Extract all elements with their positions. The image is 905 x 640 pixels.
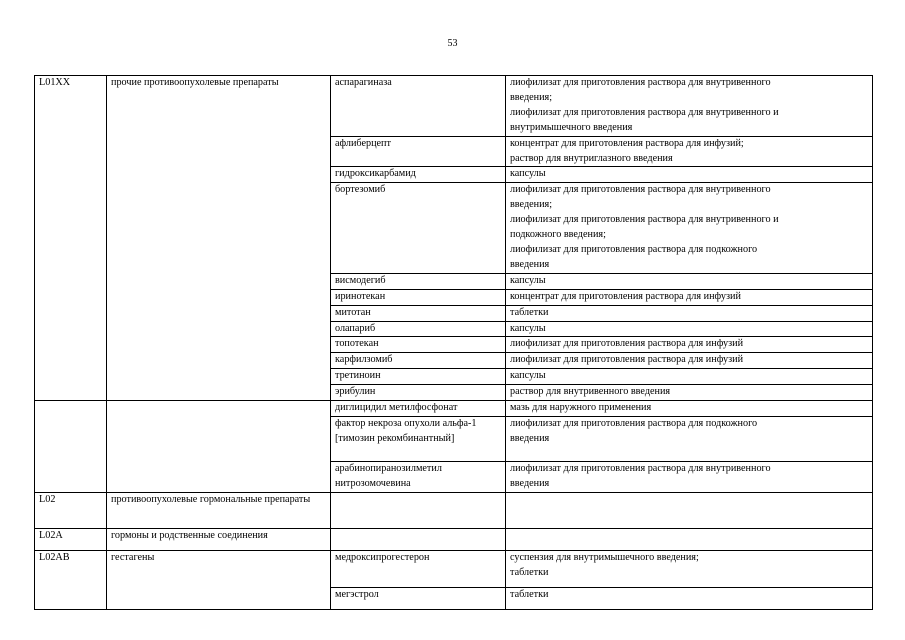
drug-name-cell: фактор некроза опухоли альфа-1 [тимозин рекомбинантный] [331,416,506,461]
drug-name-cell: олапариб [331,321,506,337]
atc-group-cell [107,401,331,493]
drug-name-cell: диглицидил метилфосфонат [331,401,506,417]
dosage-form-cell: капсулы [506,273,873,289]
drug-name-cell: арабинопиранозилметил нитрозомочевина [331,461,506,492]
dosage-form-cell [506,492,873,528]
dosage-form-cell: концентрат для приготовления раствора для инфузий; раствор для внутриглазного введения [506,136,873,167]
drug-name-cell: аспарагиназа [331,76,506,137]
dosage-form-cell: капсулы [506,321,873,337]
drug-name-cell: мегэстрол [331,587,506,609]
atc-code-cell: L01XX [35,76,107,401]
dosage-form-cell: капсулы [506,167,873,183]
table-row [35,492,873,528]
atc-group-cell: противоопухолевые гормональные препараты [107,492,331,528]
drug-name-cell: медроксипрогестерон [331,550,506,587]
dosage-form-cell: лиофилизат для приготовления раствора для подкожного введения [506,416,873,461]
dosage-form-cell: раствор для внутривенного введения [506,385,873,401]
atc-group-cell: гормоны и родственные соединения [107,528,331,550]
table-row [35,76,873,137]
atc-group-cell: прочие противоопухолевые препараты [107,76,331,401]
drug-name-cell: бортезомиб [331,183,506,273]
dosage-form-cell: мазь для наружного применения [506,401,873,417]
atc-code-cell: L02 [35,492,107,528]
drug-name-cell: топотекан [331,337,506,353]
drug-name-cell: митотан [331,305,506,321]
atc-code-cell: L02A [35,528,107,550]
drug-list-table [34,75,873,610]
table-row [35,550,873,587]
atc-code-cell: L02AB [35,550,107,609]
drug-name-cell [331,528,506,550]
dosage-form-cell: лиофилизат для приготовления раствора для внутривенного введения; лиофилизат для приготовления раствора для внутривенного и подкожного введения; лиофилизат для приготовления раствора для подкожного введения [506,183,873,273]
drug-name-cell [331,492,506,528]
table-row [35,528,873,550]
dosage-form-cell: таблетки [506,587,873,609]
dosage-form-cell: капсулы [506,369,873,385]
drug-name-cell: гидроксикарбамид [331,167,506,183]
dosage-form-cell: суспензия для внутримышечного введения; таблетки [506,550,873,587]
table-row [35,401,873,417]
dosage-form-cell: лиофилизат для приготовления раствора для инфузий [506,353,873,369]
dosage-form-cell: лиофилизат для приготовления раствора для внутривенного введения [506,461,873,492]
dosage-form-cell: лиофилизат для приготовления раствора для внутривенного введения; лиофилизат для приготовления раствора для внутривенного и внутримышечного введения [506,76,873,137]
atc-code-cell [35,401,107,493]
drug-name-cell: третиноин [331,369,506,385]
drug-name-cell: висмодегиб [331,273,506,289]
dosage-form-cell: концентрат для приготовления раствора для инфузий [506,289,873,305]
drug-name-cell: карфилзомиб [331,353,506,369]
dosage-form-cell [506,528,873,550]
drug-name-cell: иринотекан [331,289,506,305]
page-number: 53 [447,38,458,49]
dosage-form-cell: таблетки [506,305,873,321]
drug-name-cell: эрибулин [331,385,506,401]
dosage-form-cell: лиофилизат для приготовления раствора для инфузий [506,337,873,353]
drug-name-cell: афлиберцепт [331,136,506,167]
atc-group-cell: гестагены [107,550,331,609]
